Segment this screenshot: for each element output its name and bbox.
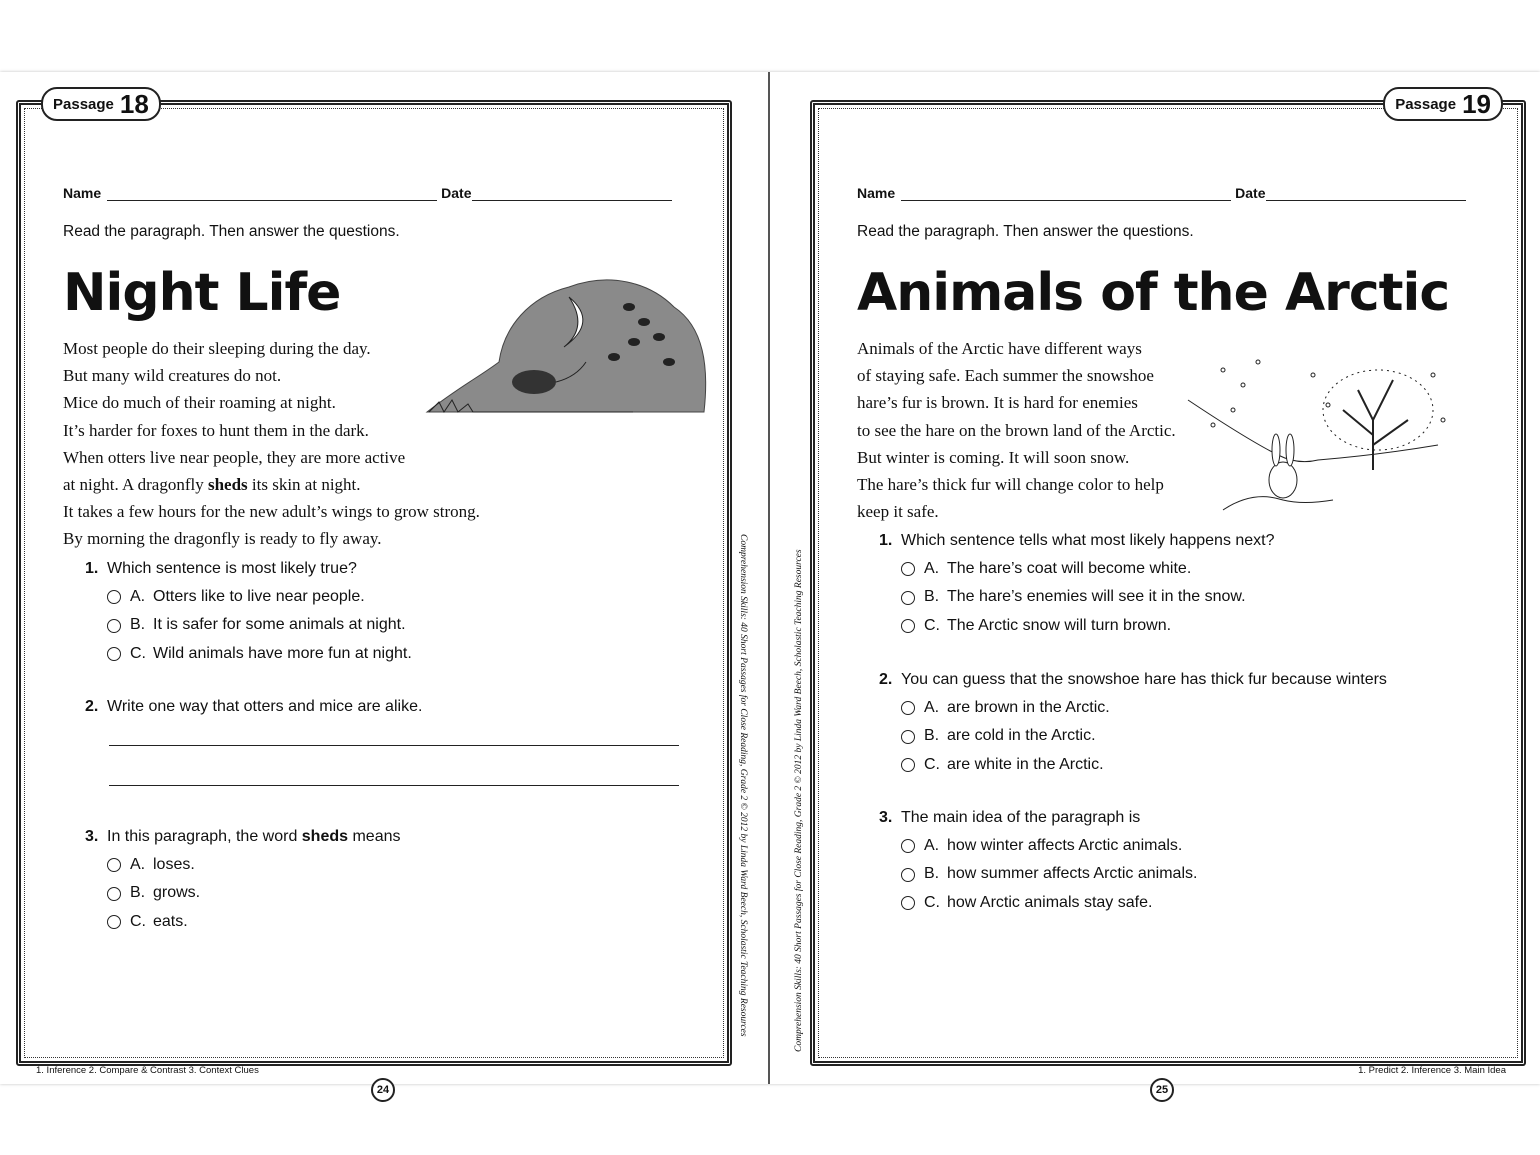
name-date-row — [63, 185, 683, 201]
question-1 — [879, 527, 1275, 640]
option-text: The Arctic snow will turn brown. — [947, 616, 1172, 634]
name-label: Name — [857, 185, 896, 201]
radio-button[interactable] — [107, 915, 121, 929]
option-letter: B. — [130, 884, 146, 902]
option-letter: B. — [924, 588, 940, 606]
option-letter: A. — [924, 837, 940, 854]
radio-button[interactable] — [901, 701, 915, 715]
passage-number: 18 — [119, 88, 149, 119]
paragraph-line: By morning the dragonfly is ready to fly away. — [63, 529, 382, 549]
name-label: Name — [63, 185, 102, 201]
radio-button[interactable] — [901, 758, 915, 772]
left-page — [0, 72, 768, 1096]
option-letter: C. — [924, 893, 940, 911]
paragraph-line: But many wild creatures do not. — [63, 366, 282, 386]
date-field[interactable] — [472, 186, 672, 201]
question-text: Write one way that otters and mice are alike. — [107, 698, 423, 715]
copyright-notice: Comprehension Skills: 40 Short Passages for Close Reading, Grade 2 © 2012 by Linda Ward Beech, Scholastic Teaching Resources — [794, 549, 804, 1052]
question-3 — [85, 823, 401, 936]
date-label: Date — [1235, 185, 1266, 201]
option-letter: B. — [924, 865, 940, 883]
answer-option[interactable] — [85, 879, 401, 907]
option-text: It is safer for some animals at night. — [153, 616, 406, 634]
paragraph-line: It takes a few hours for the new adult’s wings to grow strong. — [63, 502, 480, 522]
answer-option[interactable] — [879, 832, 1197, 860]
question-text-end: means — [348, 828, 401, 845]
passage-tag — [41, 87, 161, 121]
passage-tag — [1383, 87, 1503, 121]
paragraph-line: But winter is coming. It will soon snow. — [857, 447, 1130, 467]
question-number: 3. — [85, 828, 99, 845]
question-2 — [85, 693, 422, 721]
answer-option[interactable] — [85, 583, 412, 611]
question-3 — [879, 804, 1197, 917]
question-number: 2. — [879, 671, 893, 688]
answer-option[interactable] — [879, 751, 1387, 779]
date-field[interactable] — [1266, 186, 1466, 201]
answer-option[interactable] — [879, 722, 1387, 750]
question-text: Which sentence tells what most likely happens next? — [901, 532, 1275, 549]
date-label: Date — [441, 185, 472, 201]
option-letter: A. — [130, 588, 146, 605]
name-field[interactable] — [901, 186, 1231, 201]
radio-button[interactable] — [901, 619, 915, 633]
paragraph-line: to see the hare on the brown land of the Arctic. — [857, 420, 1176, 440]
paragraph-line: It’s harder for foxes to hunt them in the dark. — [63, 420, 369, 440]
option-text: how Arctic animals stay safe. — [947, 893, 1153, 911]
page-border — [16, 88, 732, 1096]
option-letter: A. — [130, 856, 146, 873]
answer-option[interactable] — [85, 908, 401, 936]
question-number: 1. — [85, 560, 99, 577]
option-letter: C. — [924, 755, 940, 773]
answer-option[interactable] — [879, 583, 1275, 611]
option-text: how winter affects Arctic animals. — [947, 837, 1183, 854]
passage-number: 19 — [1462, 88, 1491, 119]
paragraph-line: keep it safe. — [857, 502, 939, 522]
option-letter: B. — [924, 727, 940, 745]
option-text: are white in the Arctic. — [947, 755, 1104, 773]
passage-title: Night Life — [63, 263, 341, 323]
radio-button[interactable] — [901, 896, 915, 910]
radio-button[interactable] — [107, 858, 121, 872]
answer-option[interactable] — [879, 860, 1197, 888]
option-letter: C. — [130, 644, 146, 662]
option-letter: C. — [130, 912, 146, 930]
skills-footer: 1. Predict 2. Inference 3. Main Idea — [1358, 1065, 1506, 1076]
paragraph-line: Animals of the Arctic have different ways — [857, 339, 1142, 358]
question-number: 2. — [85, 698, 99, 715]
passage-label: Passage — [1395, 95, 1457, 113]
option-text: are brown in the Arctic. — [947, 699, 1110, 716]
passage-paragraph — [63, 335, 480, 553]
answer-option[interactable] — [879, 889, 1197, 917]
page-border — [810, 88, 1526, 1096]
passage-label: Passage — [53, 95, 114, 113]
paragraph-line: hare’s fur is brown. It is hard for enemies — [857, 393, 1138, 413]
name-field[interactable] — [107, 186, 437, 201]
option-text: Otters like to live near people. — [153, 588, 365, 605]
option-text: loses. — [153, 856, 195, 873]
vocabulary-word: sheds — [301, 828, 349, 845]
paragraph-line: at night. A dragonfly sheds its skin at night. — [63, 474, 361, 494]
radio-button[interactable] — [901, 562, 915, 576]
paragraph-line: Mice do much of their roaming at night. — [63, 393, 336, 413]
passage-title: Animals of the Arctic — [857, 263, 1450, 323]
option-letter: B. — [130, 616, 146, 634]
answer-line[interactable] — [109, 745, 679, 746]
option-letter: C. — [924, 616, 940, 634]
question-1 — [85, 555, 412, 668]
question-2 — [879, 666, 1387, 779]
answer-option[interactable] — [879, 694, 1387, 722]
answer-option[interactable] — [85, 640, 412, 668]
paragraph-line: When otters live near people, they are more active — [63, 447, 406, 467]
paragraph-line: Most people do their sleeping during the day. — [63, 339, 371, 358]
radio-button[interactable] — [901, 591, 915, 605]
question-number: 3. — [879, 809, 893, 826]
option-letter: A. — [924, 699, 940, 716]
answer-option[interactable] — [879, 612, 1275, 640]
question-text: In this paragraph, the word — [107, 828, 302, 845]
radio-button[interactable] — [901, 730, 915, 744]
paragraph-line: of staying safe. Each summer the snowshoe — [857, 366, 1154, 386]
option-text: eats. — [153, 912, 188, 930]
radio-button[interactable] — [107, 647, 121, 661]
question-text: The main idea of the paragraph is — [901, 809, 1141, 826]
vocabulary-word: sheds — [207, 474, 248, 494]
radio-button[interactable] — [107, 887, 121, 901]
passage-paragraph — [857, 335, 1176, 525]
right-page — [770, 72, 1538, 1096]
question-text: Which sentence is most likely true? — [107, 560, 357, 577]
radio-button[interactable] — [901, 868, 915, 882]
option-text: The hare’s coat will become white. — [947, 560, 1192, 577]
answer-option[interactable] — [85, 851, 401, 879]
option-letter: A. — [924, 560, 940, 577]
skills-footer: 1. Inference 2. Compare & Contrast 3. Context Clues — [36, 1065, 259, 1076]
answer-option[interactable] — [879, 555, 1275, 583]
radio-button[interactable] — [901, 839, 915, 853]
option-text: are cold in the Arctic. — [947, 727, 1096, 745]
option-text: Wild animals have more fun at night. — [153, 644, 412, 662]
copyright-notice: Comprehension Skills: 40 Short Passages for Close Reading, Grade 2 © 2012 by Linda Ward Beech, Scholastic Teaching Resources — [738, 534, 748, 1037]
answer-line[interactable] — [109, 785, 679, 786]
option-text: The hare’s enemies will see it in the snow. — [947, 588, 1246, 606]
page-number: 25 — [1150, 1078, 1174, 1102]
page-number: 24 — [371, 1078, 395, 1102]
instructions: Read the paragraph. Then answer the questions. — [857, 223, 1194, 240]
name-date-row — [857, 185, 1477, 201]
question-text: You can guess that the snowshoe hare has thick fur because winters — [901, 671, 1387, 688]
option-text: grows. — [153, 884, 201, 902]
instructions: Read the paragraph. Then answer the questions. — [63, 223, 400, 240]
option-text: how summer affects Arctic animals. — [947, 865, 1198, 883]
question-number: 1. — [879, 532, 893, 549]
snowshoe-hare-illustration — [1183, 350, 1453, 520]
paragraph-line: The hare’s thick fur will change color to help — [857, 474, 1164, 494]
answer-option[interactable] — [85, 611, 412, 639]
radio-button[interactable] — [107, 619, 121, 633]
radio-button[interactable] — [107, 590, 121, 604]
